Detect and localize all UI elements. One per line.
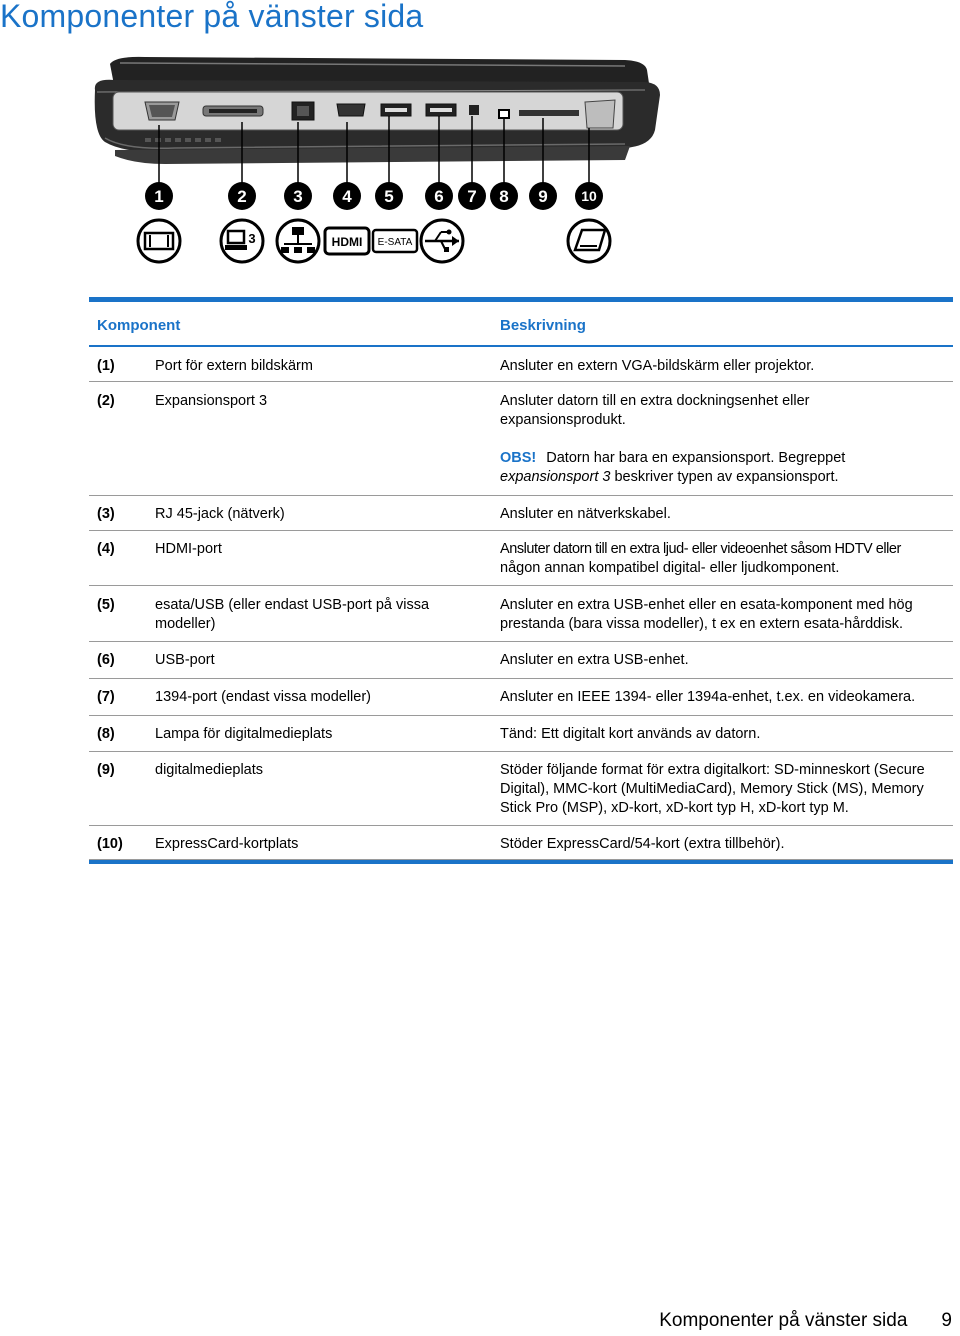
svg-text:2: 2 bbox=[237, 187, 247, 206]
page-number: 9 bbox=[941, 1310, 952, 1331]
row-number: (5) bbox=[97, 597, 115, 613]
note-text: beskriver typen av expansionsport. bbox=[610, 469, 839, 485]
table-bottom-rule bbox=[89, 860, 953, 864]
media-slot bbox=[519, 110, 579, 116]
row-number: (8) bbox=[97, 726, 115, 742]
svg-text:1: 1 bbox=[154, 187, 164, 206]
1394-port bbox=[469, 105, 479, 115]
esata-usb-port bbox=[381, 104, 411, 116]
row-component: Expansionsport 3 bbox=[155, 393, 268, 409]
row-component: Lampa för digitalmedieplats bbox=[155, 726, 333, 742]
callout-group bbox=[145, 182, 603, 210]
svg-text:10: 10 bbox=[581, 188, 597, 204]
svg-text:8: 8 bbox=[499, 187, 509, 206]
header-component: Komponent bbox=[97, 317, 181, 334]
rj45-icon bbox=[277, 220, 319, 262]
component-line: esata/USB (eller endast USB-port på vissa bbox=[155, 597, 430, 613]
note-line bbox=[500, 449, 950, 468]
callout-9 bbox=[529, 182, 557, 210]
description-line: prestanda (bara vissa modeller), t ex en extern esata-hårddisk. bbox=[500, 616, 903, 632]
note-text: Datorn har bara en expansionsport. Begreppet bbox=[546, 450, 846, 466]
svg-text:3: 3 bbox=[248, 231, 256, 246]
note-block bbox=[500, 449, 950, 487]
esata-icon bbox=[373, 230, 417, 252]
header-description: Beskrivning bbox=[500, 317, 586, 334]
usb-port bbox=[426, 104, 456, 116]
svg-text:7: 7 bbox=[467, 187, 477, 206]
row-component: ExpressCard-kortplats bbox=[155, 836, 299, 852]
page-title: Komponenter på vänster sida bbox=[0, 0, 424, 34]
row-number: (2) bbox=[97, 393, 115, 409]
hdmi-port bbox=[337, 104, 365, 116]
table-row bbox=[89, 382, 953, 496]
laptop-left-side-figure bbox=[85, 50, 685, 280]
table-row bbox=[89, 347, 953, 382]
description-line: Ansluter datorn till en extra dockningsenhet eller bbox=[500, 393, 810, 409]
row-description: Ansluter en extra USB-enhet. bbox=[500, 652, 689, 668]
media-light bbox=[499, 110, 509, 118]
description-line: Ansluter datorn till en extra ljud- eller videoenhet såsom HDTV eller bbox=[500, 541, 901, 557]
table-row bbox=[89, 586, 953, 642]
usb-icon bbox=[421, 220, 463, 262]
component-line: modeller) bbox=[155, 616, 216, 632]
expansion-port bbox=[203, 106, 263, 116]
table-row bbox=[89, 531, 953, 586]
row-number: (7) bbox=[97, 689, 115, 705]
row-description bbox=[500, 392, 950, 487]
svg-text:HDMI: HDMI bbox=[331, 235, 363, 249]
table-row bbox=[89, 716, 953, 752]
table-row bbox=[89, 826, 953, 860]
expresscard-icon bbox=[568, 220, 610, 262]
row-number: (1) bbox=[97, 358, 115, 374]
table-row bbox=[89, 496, 953, 531]
row-description bbox=[500, 540, 950, 578]
row-number: (4) bbox=[97, 541, 115, 557]
callout-5 bbox=[375, 182, 403, 210]
svg-text:4: 4 bbox=[342, 187, 352, 206]
callout-6 bbox=[425, 182, 453, 210]
row-number: (3) bbox=[97, 506, 115, 522]
row-description bbox=[500, 761, 950, 818]
description-line: någon annan kompatibel digital- eller ljudkomponent. bbox=[500, 560, 840, 576]
hdmi-icon bbox=[325, 228, 369, 254]
callout-8 bbox=[490, 182, 518, 210]
callout-7 bbox=[458, 182, 486, 210]
svg-text:5: 5 bbox=[384, 187, 394, 206]
row-description bbox=[500, 596, 950, 634]
row-description: Ansluter en extern VGA-bildskärm eller projektor. bbox=[500, 358, 815, 374]
row-number: (6) bbox=[97, 652, 115, 668]
svg-text:E-SATA: E-SATA bbox=[377, 237, 413, 248]
callout-3 bbox=[284, 182, 312, 210]
expresscard-slot bbox=[585, 100, 615, 128]
row-component: 1394-port (endast vissa modeller) bbox=[155, 689, 371, 705]
row-description: Ansluter en nätverkskabel. bbox=[500, 506, 671, 522]
row-component: USB-port bbox=[155, 652, 215, 668]
note-label: OBS! bbox=[500, 450, 537, 466]
table-row bbox=[89, 679, 953, 716]
rj45-port bbox=[292, 102, 314, 120]
svg-text:6: 6 bbox=[434, 187, 444, 206]
row-description: Ansluter en IEEE 1394- eller 1394a-enhet, t.ex. en videokamera. bbox=[500, 689, 916, 705]
table-header bbox=[89, 302, 953, 347]
callout-4 bbox=[333, 182, 361, 210]
description-line: expansionsprodukt. bbox=[500, 412, 626, 428]
svg-text:3: 3 bbox=[293, 187, 303, 206]
vga-port bbox=[145, 102, 179, 120]
page-footer bbox=[659, 1310, 952, 1332]
callout-1 bbox=[145, 182, 173, 210]
row-component: HDMI-port bbox=[155, 541, 222, 557]
row-description: Stöder ExpressCard/54-kort (extra tillbehör). bbox=[500, 836, 785, 852]
row-number: (10) bbox=[97, 836, 123, 852]
row-component: RJ 45-jack (nätverk) bbox=[155, 506, 285, 522]
components-table bbox=[89, 297, 953, 864]
table-row bbox=[89, 642, 953, 679]
note-line bbox=[500, 468, 950, 487]
description-line: Digital), MMC-kort (MultiMediaCard), Memory Stick (MS), Memory bbox=[500, 781, 924, 797]
vga-icon bbox=[138, 220, 180, 262]
row-component: Port för extern bildskärm bbox=[155, 358, 313, 374]
description-line: Ansluter en extra USB-enhet eller en esata-komponent med hög bbox=[500, 597, 913, 613]
callout-2 bbox=[228, 182, 256, 210]
description-line: Stick Pro (MSP), xD-kort, xD-kort typ H, xD-kort typ M. bbox=[500, 800, 849, 816]
svg-text:9: 9 bbox=[538, 187, 548, 206]
row-number: (9) bbox=[97, 762, 115, 778]
footer-section-title: Komponenter på vänster sida bbox=[659, 1310, 908, 1331]
expansion-port-3-icon bbox=[221, 220, 263, 262]
row-component bbox=[155, 596, 485, 634]
note-italic-term: expansionsport 3 bbox=[500, 469, 611, 485]
row-component: digitalmedieplats bbox=[155, 762, 264, 778]
table-row bbox=[89, 752, 953, 826]
callout-10 bbox=[575, 182, 603, 210]
row-description: Tänd: Ett digitalt kort används av datorn. bbox=[500, 726, 761, 742]
description-line: Stöder följande format för extra digitalkort: SD-minneskort (Secure bbox=[500, 762, 925, 778]
